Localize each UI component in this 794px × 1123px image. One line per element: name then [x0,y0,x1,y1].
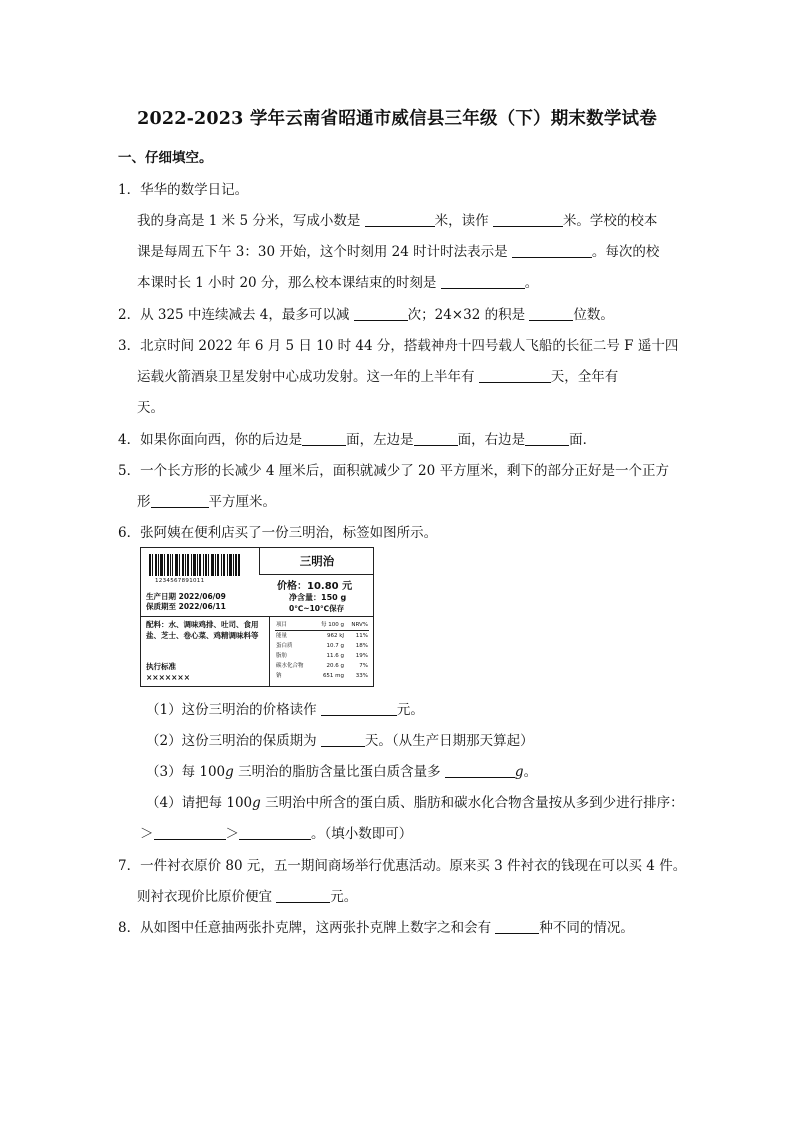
text: ＞ [225,826,239,842]
nutrition-cell: 碳水化合物 [276,663,304,669]
barcode-icon [149,554,241,576]
question-6-part-2 [146,729,534,749]
section-heading: 一、仔细填空。 [118,150,213,166]
answer-blank[interactable] [529,306,573,321]
nutrition-cell: 651 mg [322,673,345,679]
text: 米。学校的校本 [562,213,658,229]
question-6-part-3 [146,760,537,780]
text: 天。（从生产日期那天算起） [364,733,534,749]
label-dates [146,592,226,612]
answer-blank[interactable] [276,888,330,903]
question-7-line-2 [137,885,357,905]
question-3-line-2 [137,365,618,385]
answer-blank[interactable] [445,763,515,778]
nutrition-row [275,671,369,681]
text: 我的身高是 1 米 5 分米，写成小数是 [137,213,365,229]
nutrition-cell: 7% [359,663,368,669]
text: 面，右边是 [457,432,526,448]
unit-g: g [514,764,524,780]
expiry-date: 保质期至 2022/06/11 [146,602,226,611]
nutrition-cell: 钠 [276,673,282,679]
standard-value: ××××××× [146,673,190,682]
answer-blank[interactable] [321,701,397,716]
nutrition-cell: 19% [355,653,368,659]
nutrition-cell: 18% [355,643,368,649]
sandwich-label-figure [140,547,374,687]
answer-blank[interactable] [525,431,569,446]
page-title: 2022-2023 学年云南省昭通市威信县三年级（下）期末数学试卷 [137,109,657,129]
text: 元。 [330,889,358,905]
text: 8．从如图中任意抽两张扑克牌，这两张扑克牌上数字之和会有 [118,920,496,936]
question-2 [118,303,614,323]
text: 课是每周五下午 3：30 开始，这个时刻用 24 时计时法表示是 [137,244,512,260]
nutrition-cell: 20.6 g [326,663,345,669]
question-6-heading: 6．张阿姨在便利店买了一份三明治，标签如图所示。 [118,525,438,541]
nutrition-row [275,661,369,671]
text: （1）这份三明治的价格读作 [146,702,321,718]
question-1-line-1 [137,209,657,229]
question-1-line-2 [137,240,659,260]
question-5-line-1: 5．一个长方形的长减少 4 厘米后，面积就减少了 20 平方厘米，剩下的部分正好是一个正方 [118,463,670,479]
text: 天，全年有 [550,369,619,385]
unit-g: g [225,764,234,780]
text: 面，左边是 [346,432,414,448]
question-8 [118,916,634,936]
nutrition-header-cell: 每 100 g [313,620,345,631]
nutrition-cell: 11.6 g [326,653,345,659]
answer-blank[interactable] [239,825,311,840]
question-4 [118,428,596,448]
text: 。（填小数即可） [311,826,413,842]
text: （4）请把每 100 [146,795,253,811]
question-1-line-3 [137,271,538,291]
text: 次；24×32 的积是 [407,307,530,323]
text: 本课时长 1 小时 20 分，那么校本课结束的时刻是 [137,275,441,291]
question-6-part-1 [146,698,424,718]
label-standard [146,661,190,683]
nutrition-cell: 11% [355,633,368,639]
text: 运载火箭酒泉卫星发射中心成功发射。这一年的上半年有 [137,369,479,385]
text: （2）这份三明治的保质期为 [146,733,321,749]
answer-blank[interactable] [154,825,226,840]
question-6-part-4-ordering [140,822,412,842]
text: 。 [523,764,538,780]
text: 形 [137,494,151,510]
label-storage: 0℃~10℃保存 [289,604,345,613]
nutrition-cell: 脂肪 [276,653,288,659]
text: 2．从 325 中连续减去 4，最多可以减 [118,307,354,323]
nutrition-cell: 蛋白质 [276,643,293,649]
text: 米，读作 [434,213,493,229]
answer-blank[interactable] [493,212,563,227]
answer-blank[interactable] [365,212,435,227]
text: （3）每 100 [146,764,226,780]
text: 平方厘米。 [208,494,276,510]
nutrition-cell: 能量 [276,633,288,639]
answer-blank[interactable] [479,368,551,383]
nutrition-header-cell: 项目 [275,620,313,631]
text: 种不同的情况。 [539,920,634,936]
nutrition-row [275,651,369,661]
nutrition-cell: 33% [355,673,368,679]
nutrition-cell: 962 kJ [326,633,345,639]
answer-blank[interactable] [302,431,346,446]
answer-blank[interactable] [321,732,365,747]
answer-blank[interactable] [441,274,525,289]
production-date: 生产日期 2022/06/09 [146,592,226,601]
question-3-line-3: 天。 [137,400,164,416]
text: 三明治中所含的蛋白质、脂肪和碳水化合物含量按从多到少进行排序： [260,795,684,811]
text: 位数。 [573,307,614,323]
label-ingredients: 配料：水、调味鸡排、吐司、食用盐、芝士、卷心菜、鸡精调味料等 [146,620,259,640]
answer-blank[interactable] [495,919,539,934]
answer-blank[interactable] [151,493,209,508]
text: 元。 [396,702,424,718]
text: 。 [524,275,539,291]
unit-g: g [252,795,261,811]
nutrition-row [275,631,369,642]
answer-blank[interactable] [354,306,408,321]
answer-blank[interactable] [512,243,592,258]
nutrition-table [275,620,369,681]
text: 。每次的校 [591,244,660,260]
label-divider [141,616,373,617]
question-5-line-2 [137,490,276,510]
label-product-name: 三明治 [259,548,374,575]
question-6-part-4 [146,791,684,811]
text: 三明治的脂肪含量比蛋白质含量多 [233,764,445,780]
question-1-heading: 1．华华的数学日记。 [118,182,249,198]
label-price: 价格：10.80 元 [277,581,353,592]
question-7-line-1: 7．一件衬衣原价 80 元，五一期间商场举行优惠活动。原来买 3 件衬衣的钱现在可以买 4 件。 [118,858,687,874]
text: 则衬衣现价比原价便宜 [137,889,277,905]
text: ＞ [140,826,154,842]
nutrition-header-row [275,620,369,631]
nutrition-row [275,641,369,651]
nutrition-header-cell: NRV% [345,620,369,631]
text: 4．如果你面向西，你的后边是 [118,432,303,448]
label-net-content: 净含量：150 g [289,593,347,602]
label-divider-vertical [269,616,270,686]
question-3-line-1: 3．北京时间 2022 年 6 月 5 日 10 时 44 分，搭载神舟十四号载人飞船的长征二号 F 遥十四 [118,338,679,354]
answer-blank[interactable] [414,431,458,446]
barcode-number: 1234567891011 [155,578,205,584]
standard-label: 执行标准 [146,662,176,671]
text: 面． [569,432,597,448]
nutrition-cell: 10.7 g [326,643,345,649]
